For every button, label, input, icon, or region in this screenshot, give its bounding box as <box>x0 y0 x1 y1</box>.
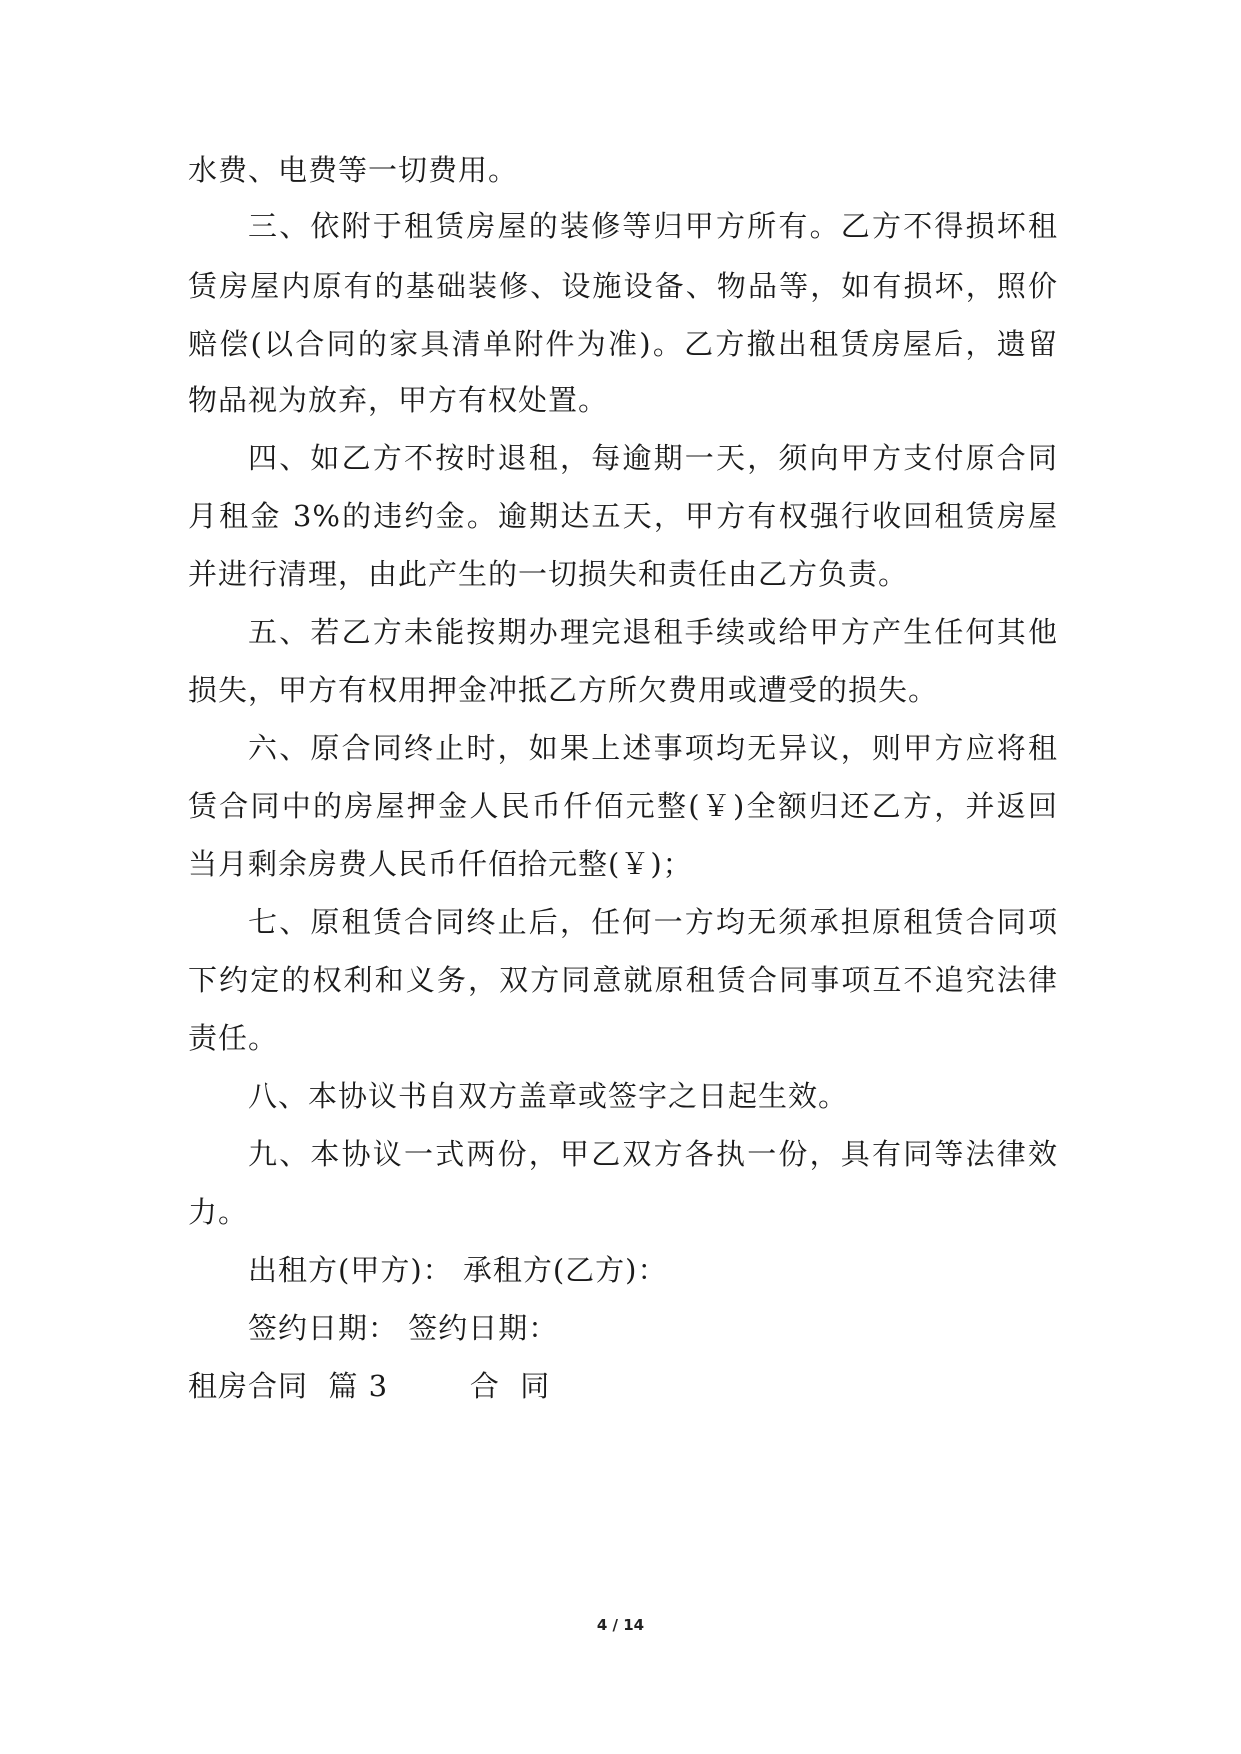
text-line: 九、本协议一式两份，甲乙双方各执一份，具有同等法律效 <box>248 1137 1058 1171</box>
page-number: 4 / 14 <box>596 1616 645 1634</box>
text-line: 损失，甲方有权用押金冲抵乙方所欠费用或遭受的损失。 <box>188 673 939 707</box>
text-line: 四、如乙方不按时退租，每逾期一天，须向甲方支付原合同 <box>248 441 1058 475</box>
signature-parties-line: 出租方(甲方)： 承租方(乙方)： <box>248 1253 668 1287</box>
text-line: 物品视为放弃，甲方有权处置。 <box>188 383 609 417</box>
text-line: 赁合同中的房屋押金人民币仟佰元整(￥)全额归还乙方，并返回 <box>188 789 1058 823</box>
text-line: 并进行清理，由此产生的一切损失和责任由乙方负责。 <box>188 557 909 591</box>
text-line: 当月剩余房费人民币仟佰拾元整(￥)； <box>188 847 693 881</box>
text-line: 七、原租赁合同终止后，任何一方均无须承担原租赁合同项 <box>248 905 1058 939</box>
text-line: 六、原合同终止时，如果上述事项均无异议，则甲方应将租 <box>248 731 1058 765</box>
text-line: 责任。 <box>188 1021 279 1055</box>
text-line: 下约定的权利和义务，双方同意就原租赁合同事项互不追究法律 <box>188 963 1058 997</box>
text-line: 力。 <box>188 1195 249 1229</box>
text-line: 赁房屋内原有的基础装修、设施设备、物品等，如有损坏，照价 <box>188 269 1058 303</box>
text-line: 五、若乙方未能按期办理完退租手续或给甲方产生任何其他 <box>248 615 1058 649</box>
text-line: 八、本协议书自双方盖章或签字之日起生效。 <box>248 1079 849 1113</box>
text-line: 三、依附于租赁房屋的装修等归甲方所有。乙方不得损坏租 <box>248 209 1058 243</box>
section-heading: 租房合同 篇 3 合 同 <box>188 1369 551 1403</box>
text-line: 月租金 3%的违约金。逾期达五天，甲方有权强行收回租赁房屋 <box>188 499 1058 533</box>
text-line: 赔偿(以合同的家具清单附件为准)。乙方撤出租赁房屋后，遗留 <box>188 327 1058 361</box>
signature-date-line: 签约日期： 签约日期： <box>248 1311 559 1345</box>
text-line: 水费、电费等一切费用。 <box>188 153 519 187</box>
